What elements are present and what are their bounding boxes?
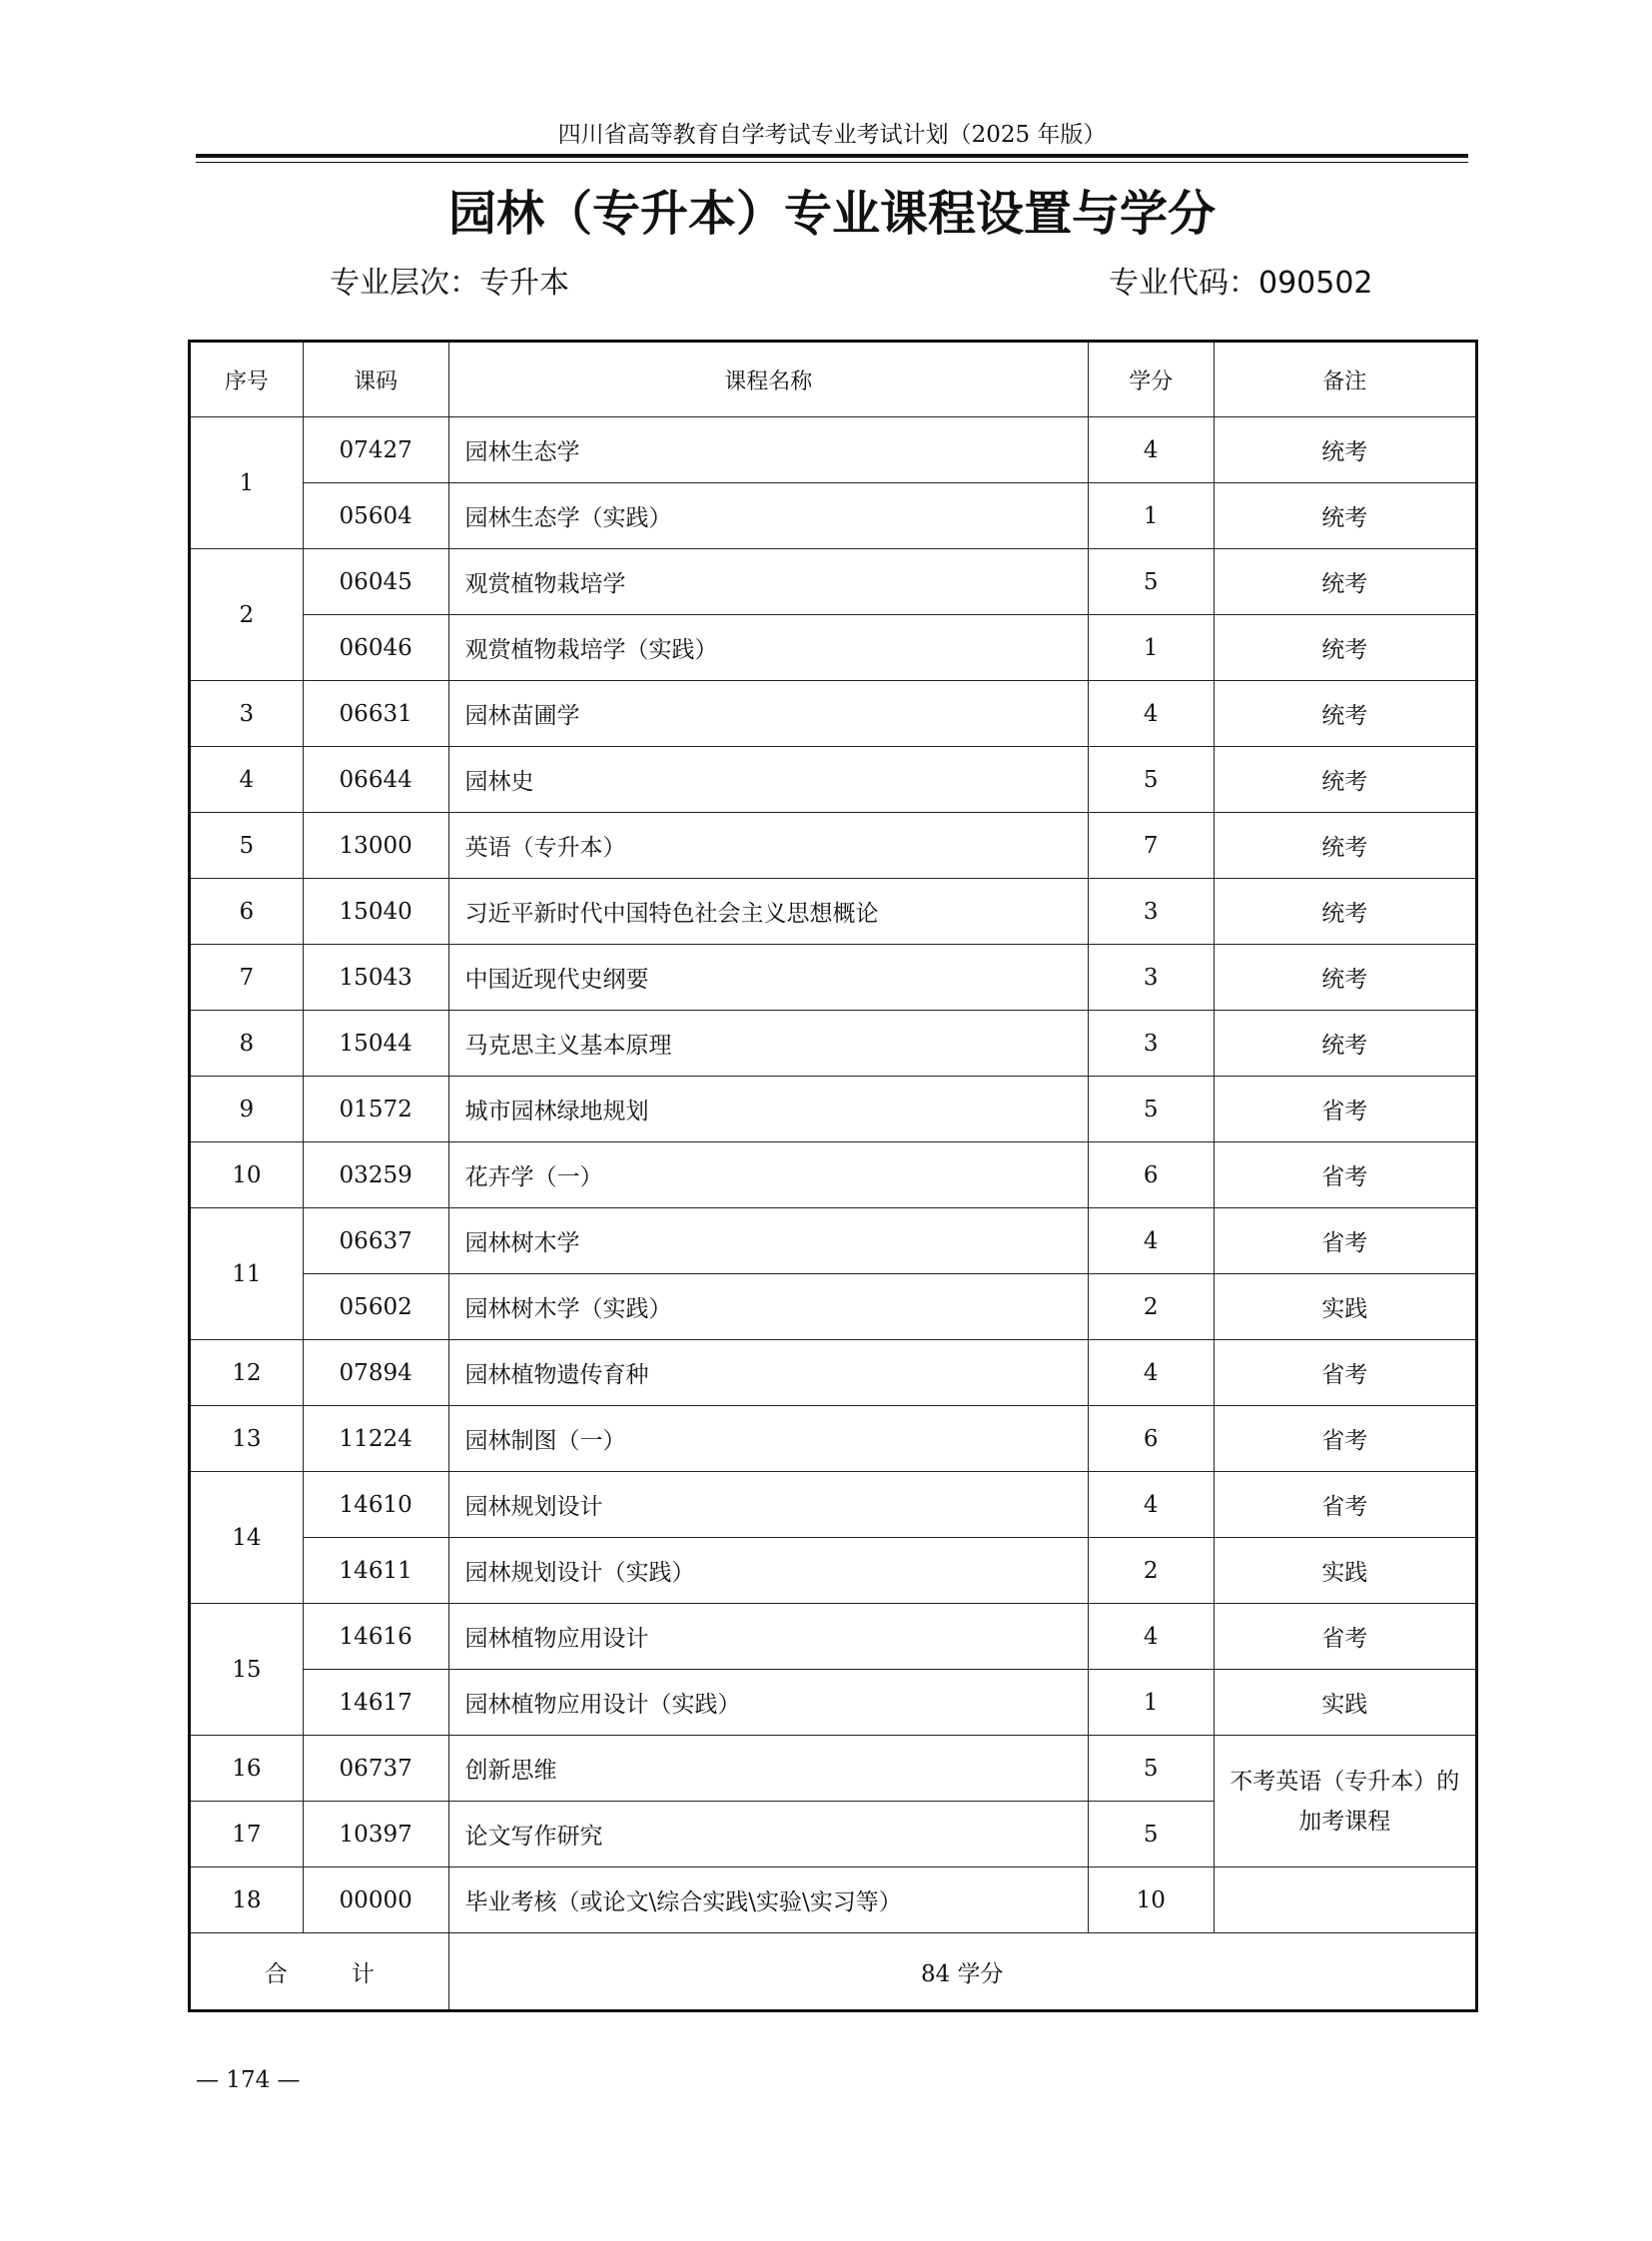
row-remark: 统考 [1214,483,1476,549]
table-header-row [190,342,1477,417]
row-remark: 省考 [1214,1604,1476,1670]
row-course-name: 园林生态学（实践） [448,483,1088,549]
row-seq: 15 [190,1604,304,1736]
table-row [190,549,1477,615]
row-course-name: 园林植物应用设计 [448,1604,1088,1670]
table-row [190,1142,1477,1208]
major-code-label: 专业代码： [1109,266,1258,301]
row-seq: 8 [190,1011,304,1077]
row-credits: 4 [1088,417,1214,483]
header-remark: 备注 [1214,342,1476,417]
row-code: 06637 [303,1208,448,1274]
row-seq: 1 [190,417,304,549]
row-code: 14616 [303,1604,448,1670]
row-seq: 13 [190,1406,304,1472]
table-row [190,1340,1477,1406]
row-course-name: 花卉学（一） [448,1142,1088,1208]
row-course-name: 园林史 [448,747,1088,813]
header-seq: 序号 [190,342,304,417]
table-row [190,879,1477,945]
table-row [190,945,1477,1011]
table-row [190,1868,1477,1933]
header-course-name: 课程名称 [448,342,1088,417]
row-remark: 统考 [1214,417,1476,483]
row-seq: 7 [190,945,304,1011]
header-rule-thick [196,154,1468,158]
row-code: 11224 [303,1406,448,1472]
course-table [188,340,1478,2012]
row-remark: 省考 [1214,1077,1476,1142]
row-course-name: 园林植物应用设计（实践） [448,1670,1088,1736]
row-remark: 实践 [1214,1538,1476,1604]
row-credits: 4 [1088,1472,1214,1538]
row-seq: 2 [190,549,304,681]
row-seq: 5 [190,813,304,879]
row-course-name: 论文写作研究 [448,1802,1088,1868]
row-seq: 14 [190,1472,304,1604]
row-remark: 统考 [1214,747,1476,813]
row-code: 14617 [303,1670,448,1736]
row-remark: 统考 [1214,813,1476,879]
row-code: 07427 [303,417,448,483]
row-course-name: 习近平新时代中国特色社会主义思想概论 [448,879,1088,945]
row-credits: 5 [1088,1736,1214,1802]
row-credits: 10 [1088,1868,1214,1933]
total-row [190,1933,1477,2011]
row-remark: 统考 [1214,1011,1476,1077]
row-credits: 2 [1088,1274,1214,1340]
total-credits: 84 学分 [448,1933,1476,2011]
major-level-label: 专业层次： [330,266,479,301]
row-credits: 4 [1088,681,1214,747]
row-course-name: 园林树木学（实践） [448,1274,1088,1340]
row-credits: 4 [1088,1340,1214,1406]
row-course-name: 毕业考核（或论文\综合实践\实验\实习等） [448,1868,1088,1933]
table-row [190,1736,1477,1802]
row-credits: 3 [1088,945,1214,1011]
row-code: 05602 [303,1274,448,1340]
row-code: 03259 [303,1142,448,1208]
row-seq: 6 [190,879,304,945]
header-credits: 学分 [1088,342,1214,417]
header-code: 课码 [303,342,448,417]
total-label [190,1933,449,2011]
row-code: 05604 [303,483,448,549]
row-credits: 6 [1088,1142,1214,1208]
page-title: 园林（专升本）专业课程设置与学分 [447,186,1216,242]
total-label-char-1: 合 [264,1960,288,1987]
row-course-name: 园林生态学 [448,417,1088,483]
major-code [1109,264,1373,304]
row-remark: 省考 [1214,1406,1476,1472]
row-credits: 5 [1088,1802,1214,1868]
row-remark: 统考 [1214,879,1476,945]
table-row [190,813,1477,879]
row-credits: 4 [1088,1208,1214,1274]
row-seq: 9 [190,1077,304,1142]
row-remark: 实践 [1214,1670,1476,1736]
row-seq: 12 [190,1340,304,1406]
table-row [190,1274,1477,1340]
row-code: 06631 [303,681,448,747]
row-code: 01572 [303,1077,448,1142]
row-course-name: 园林植物遗传育种 [448,1340,1088,1406]
table-row [190,747,1477,813]
table-row [190,417,1477,483]
table-row [190,483,1477,549]
page-number: — 174 — [196,2067,301,2093]
row-seq: 10 [190,1142,304,1208]
major-level [330,264,569,304]
row-course-name: 城市园林绿地规划 [448,1077,1088,1142]
row-credits: 5 [1088,747,1214,813]
row-course-name: 英语（专升本） [448,813,1088,879]
row-code: 15040 [303,879,448,945]
row-remark-merged [1214,1736,1476,1868]
total-label-char-2: 计 [351,1960,375,1987]
row-remark: 省考 [1214,1142,1476,1208]
row-code: 06046 [303,615,448,681]
row-credits: 6 [1088,1406,1214,1472]
table-row [190,1538,1477,1604]
row-course-name: 马克思主义基本原理 [448,1011,1088,1077]
row-seq: 17 [190,1802,304,1868]
row-seq: 16 [190,1736,304,1802]
table-row [190,615,1477,681]
table-row [190,681,1477,747]
row-credits: 1 [1088,615,1214,681]
row-course-name: 园林规划设计 [448,1472,1088,1538]
table-row [190,1077,1477,1142]
row-course-name: 中国近现代史纲要 [448,945,1088,1011]
row-credits: 4 [1088,1604,1214,1670]
row-credits: 5 [1088,549,1214,615]
row-course-name: 园林制图（一） [448,1406,1088,1472]
row-course-name: 观赏植物栽培学（实践） [448,615,1088,681]
row-course-name: 园林树木学 [448,1208,1088,1274]
row-course-name: 园林规划设计（实践） [448,1538,1088,1604]
row-code: 06737 [303,1736,448,1802]
row-remark: 省考 [1214,1208,1476,1274]
row-code: 15043 [303,945,448,1011]
row-remark: 省考 [1214,1472,1476,1538]
table-row [190,1406,1477,1472]
row-remark: 统考 [1214,549,1476,615]
row-course-name: 创新思维 [448,1736,1088,1802]
row-remark [1214,1868,1476,1933]
major-code-value: 090502 [1258,266,1373,301]
row-remark: 统考 [1214,615,1476,681]
header-rule-thin [196,162,1468,163]
row-code: 14610 [303,1472,448,1538]
row-credits: 1 [1088,483,1214,549]
row-credits: 1 [1088,1670,1214,1736]
running-header: 四川省高等教育自学考试专业考试计划（2025 年版） [557,122,1107,148]
table-row [190,1011,1477,1077]
row-seq: 18 [190,1868,304,1933]
row-code: 07894 [303,1340,448,1406]
row-code: 06644 [303,747,448,813]
row-code: 15044 [303,1011,448,1077]
major-level-value: 专升本 [479,266,569,301]
row-credits: 3 [1088,1011,1214,1077]
row-remark: 统考 [1214,681,1476,747]
table-row [190,1208,1477,1274]
row-credits: 3 [1088,879,1214,945]
row-code: 00000 [303,1868,448,1933]
row-credits: 5 [1088,1077,1214,1142]
row-remark: 统考 [1214,945,1476,1011]
remark-note-line-2: 加考课程 [1298,1808,1391,1835]
table-row [190,1670,1477,1736]
row-course-name: 观赏植物栽培学 [448,549,1088,615]
row-code: 10397 [303,1802,448,1868]
row-credits: 2 [1088,1538,1214,1604]
row-remark: 省考 [1214,1340,1476,1406]
row-remark: 实践 [1214,1274,1476,1340]
row-code: 13000 [303,813,448,879]
remark-note-line-1: 不考英语（专升本）的 [1230,1768,1460,1795]
row-seq: 4 [190,747,304,813]
table-row [190,1604,1477,1670]
row-credits: 7 [1088,813,1214,879]
row-course-name: 园林苗圃学 [448,681,1088,747]
table-row [190,1472,1477,1538]
row-code: 14611 [303,1538,448,1604]
row-seq: 3 [190,681,304,747]
row-seq: 11 [190,1208,304,1340]
row-code: 06045 [303,549,448,615]
